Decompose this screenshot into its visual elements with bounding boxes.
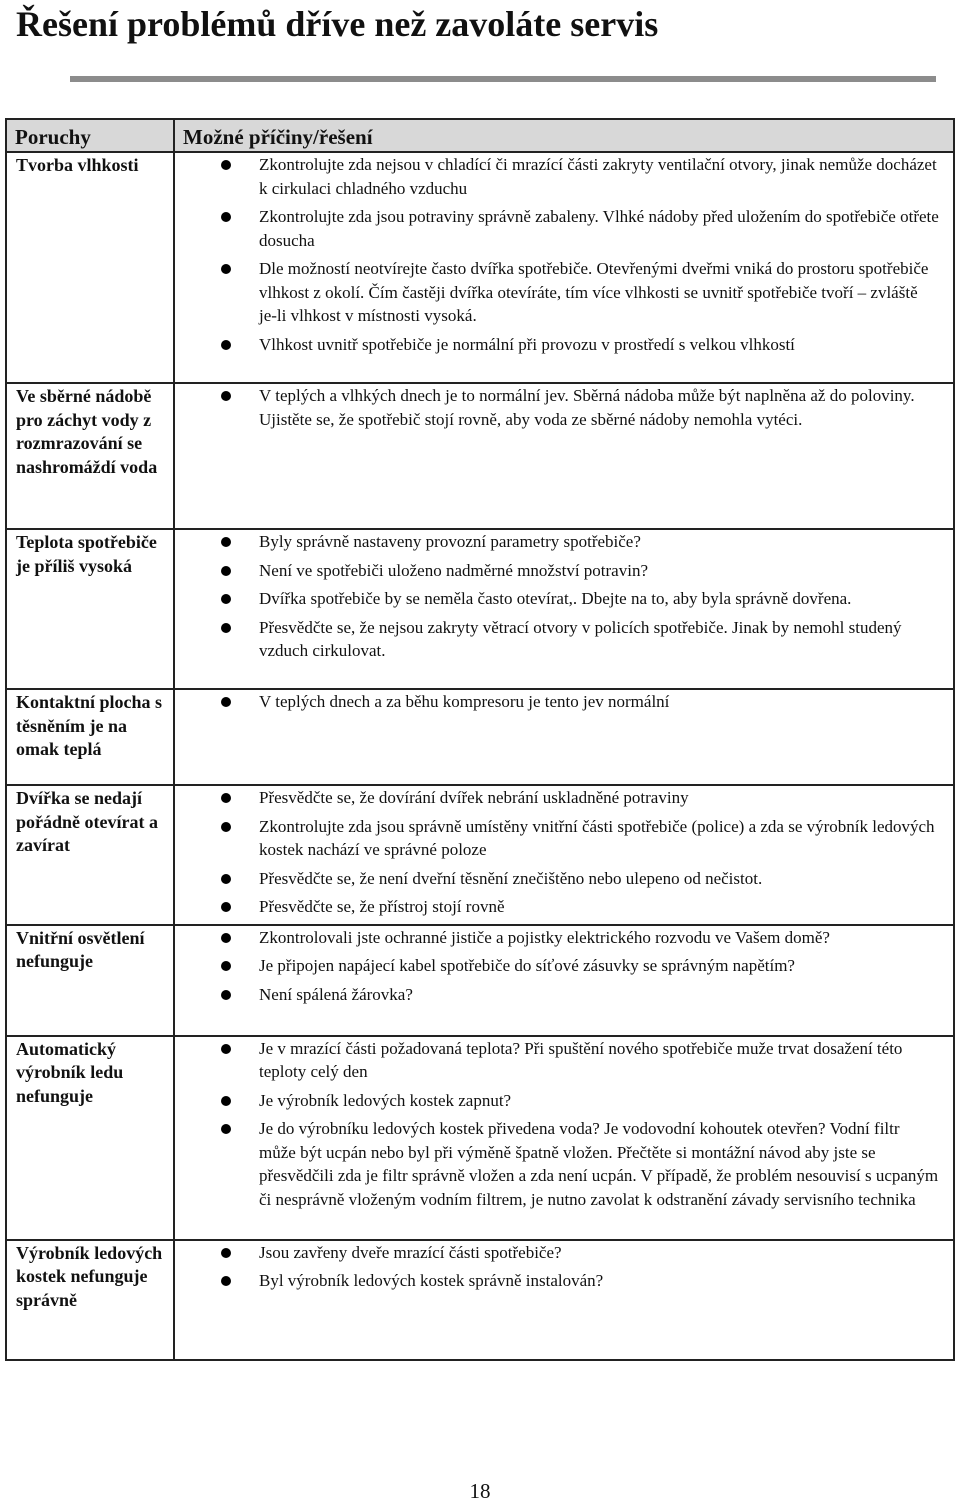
table-header-row	[6, 119, 954, 152]
fault-cell: Automatický výrobník ledu nefunguje	[6, 1036, 174, 1240]
list-item: Přesvědčte se, že dovírání dvířek nebrání uskladněné potraviny	[175, 786, 939, 810]
list-item: Není spálená žárovka?	[175, 983, 939, 1007]
list-item: Je do výrobníku ledových kostek přivedena voda? Je vodovodní kohoutek otevřen? Vodní filtr může být ucpán nebo byl při výměně špatně vložen. Přečtěte si montážní návod aby jste se přesvědčili zda je filtr správně vložen a zda není ucpán. V případě, že problém nesouvisí s ucpaným či nesprávně vloženým vodním filtrem, je nutno zavolat k odstranění závady servisního technika	[175, 1117, 939, 1211]
list-item: Dvířka spotřebiče by se neměla často otevírat,. Dbejte na to, aby byla správně dovřena.	[175, 587, 939, 611]
list-item: Jsou zavřeny dveře mrazící části spotřebiče?	[175, 1241, 939, 1265]
list-item: Byl výrobník ledových kostek správně instalován?	[175, 1269, 939, 1293]
table-row	[6, 925, 954, 1036]
list-item: Zkontrolujte zda jsou správně umístěny vnitřní části spotřebiče (police) a zda se výrobník ledových kostek nachází ve správné poloze	[175, 815, 939, 862]
solution-cell	[174, 1240, 954, 1360]
fault-cell: Dvířka se nedají pořádně otevírat a zavírat	[6, 785, 174, 925]
table-row	[6, 152, 954, 383]
list-item: Je připojen napájecí kabel spotřebiče do síťové zásuvky se správným napětím?	[175, 954, 939, 978]
list-item: Přesvědčte se, že nejsou zakryty větrací otvory v policích spotřebiče. Jinak by nemohl studený vzduch cirkulovat.	[175, 616, 939, 663]
table-row	[6, 689, 954, 785]
solution-cell	[174, 383, 954, 529]
solution-list	[175, 1037, 939, 1212]
fault-cell: Výrobník ledových kostek nefunguje správně	[6, 1240, 174, 1360]
list-item: V teplých a vlhkých dnech je to normální jev. Sběrná nádoba může být naplněna až do poloviny. Ujistěte se, že spotřebič stojí rovně, aby voda ze sběrné nádoby nemohla vytéci.	[175, 384, 939, 431]
table-row	[6, 1240, 954, 1360]
solution-list	[175, 690, 939, 714]
fault-cell: Teplota spotřebiče je příliš vysoká	[6, 529, 174, 689]
list-item: Zkontrolujte zda nejsou v chladící či mrazící části zakryty ventilační otvory, jinak nemůže docházet k cirkulaci chladného vzduchu	[175, 153, 939, 200]
list-item: Vlhkost uvnitř spotřebiče je normální při provozu v prostředí s velkou vlhkostí	[175, 333, 939, 357]
table-row	[6, 529, 954, 689]
header-faults: Poruchy	[6, 119, 174, 152]
solution-list	[175, 1241, 939, 1293]
list-item: Je výrobník ledových kostek zapnut?	[175, 1089, 939, 1113]
list-item: Zkontrolujte zda jsou potraviny správně zabaleny. Vlhké nádoby před uložením do spotřebiče otřete dosucha	[175, 205, 939, 252]
list-item: V teplých dnech a za běhu kompresoru je tento jev normální	[175, 690, 939, 714]
fault-cell: Tvorba vlhkosti	[6, 152, 174, 383]
table-row	[6, 785, 954, 925]
list-item: Není ve spotřebiči uloženo nadměrné množství potravin?	[175, 559, 939, 583]
solution-cell	[174, 1036, 954, 1240]
page-title: Řešení problémů dříve než zavoláte servis	[16, 4, 659, 44]
list-item: Přesvědčte se, že přístroj stojí rovně	[175, 895, 939, 919]
solution-list	[175, 153, 939, 356]
solution-cell	[174, 152, 954, 383]
list-item: Je v mrazící části požadovaná teplota? Při spuštění nového spotřebiče muže trvat dosažení této teploty celý den	[175, 1037, 939, 1084]
fault-cell: Kontaktní plocha s těsněním je na omak teplá	[6, 689, 174, 785]
list-item: Dle možností neotvírejte často dvířka spotřebiče. Otevřenými dveřmi vniká do prostoru spotřebiče vlhkost z okolí. Čím častěji dvířka otevíráte, tím více vlhkosti se uvnitř spotřebiče tvoří – zvláště je-li vlhkost v místnosti vysoká.	[175, 257, 939, 328]
fault-cell: Vnitřní osvětlení nefunguje	[6, 925, 174, 1036]
solution-cell	[174, 529, 954, 689]
solution-cell	[174, 925, 954, 1036]
title-rule	[70, 76, 936, 82]
solution-cell	[174, 689, 954, 785]
table-row	[6, 383, 954, 529]
list-item: Byly správně nastaveny provozní parametry spotřebiče?	[175, 530, 939, 554]
troubleshooting-table	[5, 118, 955, 1361]
list-item: Zkontrolovali jste ochranné jističe a pojistky elektrického rozvodu ve Vašem domě?	[175, 926, 939, 950]
solution-list	[175, 926, 939, 1007]
solution-list	[175, 786, 939, 919]
solution-list	[175, 530, 939, 663]
page-number: 18	[469, 1479, 491, 1503]
table-row	[6, 1036, 954, 1240]
fault-cell: Ve sběrné nádobě pro záchyt vody z rozmrazování se nashromáždí voda	[6, 383, 174, 529]
list-item: Přesvědčte se, že není dveřní těsnění znečištěno nebo ulepeno od nečistot.	[175, 867, 939, 891]
solution-list	[175, 384, 939, 431]
solution-cell	[174, 785, 954, 925]
header-causes: Možné příčiny/řešení	[174, 119, 954, 152]
